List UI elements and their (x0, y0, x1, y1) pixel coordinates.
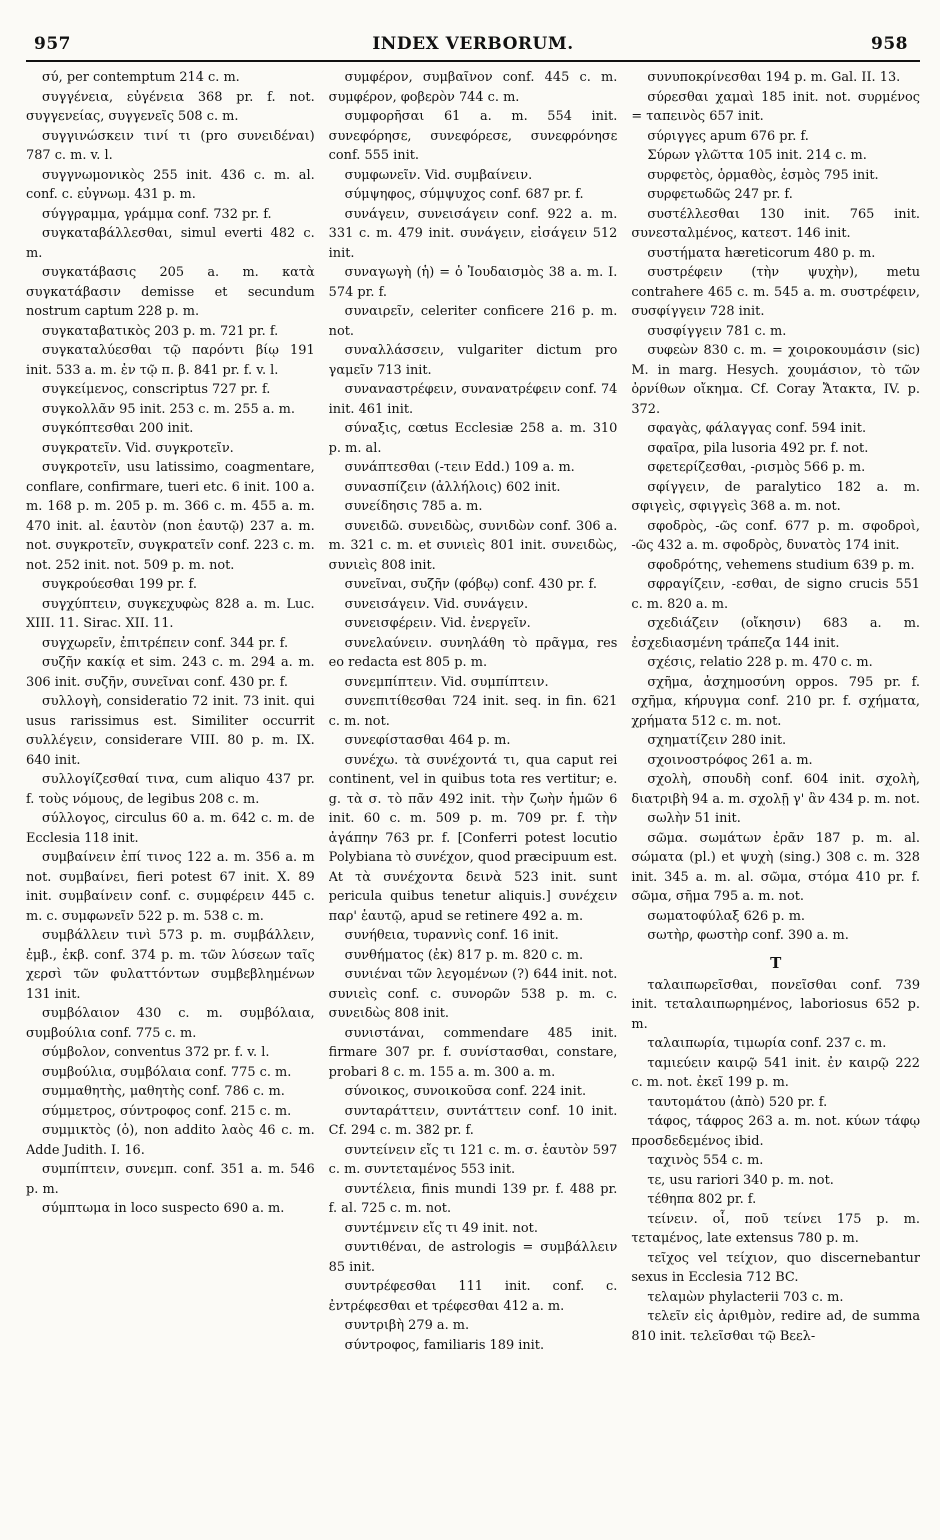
index-entry: συναναστρέφειν, συνανατρέφειν conf. 74 init. 461 init. (328, 382, 618, 417)
section-letter-heading: T (770, 953, 782, 972)
index-entry: συνήθεια, τυραννὶς conf. 16 init. (344, 928, 559, 943)
index-entry: συγγινώσκειν τινί τι (pro συνειδέναι) 787 c. m. v. l. (26, 128, 315, 163)
index-entry: συναιρεῖν, celeriter conficere 216 p. m. not. (328, 304, 618, 339)
index-entry: συσφίγγειν 781 c. m. (647, 323, 787, 339)
index-column-2 (329, 68, 618, 1528)
index-entry: συγκρατεῖν. Vid. συγκροτεῖν. (42, 440, 234, 456)
index-entry: συνιστάναι, commendare 485 init. firmare 307 pr. f. συνίστασθαι, constare, probari 8 c. m. 155 a. m. 300 a. m. (328, 1025, 618, 1080)
index-entry: συμμικτὸς (ὁ), non addito λαὸς 46 c. m. Adde Judith. I. 16. (26, 1123, 315, 1158)
index-entry: σύ, per contemptum 214 c. m. (42, 70, 240, 85)
index-entry: σύγγραμμα, γράμμα conf. 732 pr. f. (42, 206, 272, 222)
index-columns (26, 68, 920, 1528)
index-column-3 (631, 68, 920, 1528)
index-column-1 (26, 68, 315, 1528)
index-entry: σύμμετρος, σύντροφος conf. 215 c. m. (42, 1103, 292, 1119)
index-entry: τέθηπα 802 pr. f. (647, 1192, 757, 1207)
index-entry: ταχινὸς 554 c. m. (647, 1153, 764, 1168)
index-entry: συγκαταβατικὸς 203 p. m. 721 pr. f. (42, 323, 279, 339)
index-entry: συνεισάγειν. Vid. συνάγειν. (344, 596, 529, 612)
index-entry: σῶμα. σωμάτων ἐρᾶν 187 p. m. al. σώματα (pl.) et ψυχὴ (sing.) 308 c. m. 328 init. 345 a. m. al. σῶμα, στόμα 410 pr. f. σῶμα, σῆμα 795 a. m. not. (631, 830, 921, 904)
index-entry: συλλογὴ, consideratio 72 init. 73 init. qui usus rarissimus est. Similiter occurrit συλλέγειν, considerare VIII. 80 p. m. IX. 640 init. (26, 694, 315, 768)
index-entry: σύμψηφος, σύμψυχος conf. 687 pr. f. (344, 187, 584, 202)
index-entry: σύλλογος, circulus 60 a. m. 642 c. m. de Ecclesia 118 init. (26, 811, 315, 846)
index-entry: συνάπτεσθαι (-τειν Edd.) 109 a. m. (344, 460, 575, 475)
index-entry: συγκαταλύεσθαι τῷ παρόντι βίῳ 191 init. 533 a. m. ἐν τῷ π. β. 841 pr. f. v. l. (26, 343, 315, 378)
index-entry: συγκαταβάλλεσθαι, simul everti 482 c. m. (26, 226, 315, 261)
index-entry: συμβόλαιον 430 c. m. συμβόλαια, συμβούλια conf. 775 c. m. (26, 1006, 315, 1041)
index-entry: συμφωνεῖν. Vid. συμβαίνειν. (344, 167, 533, 183)
index-entry: συγκολλᾶν 95 init. 253 c. m. 255 a. m. (42, 401, 295, 417)
index-entry: συνεῖναι, συζῆν (φόβῳ) conf. 430 pr. f. (344, 577, 597, 592)
index-entry: συντρέφεσθαι 111 init. conf. c. ἐντρέφεσθαι et τρέφεσθαι 412 a. m. (328, 1279, 618, 1314)
index-entry: σφαγὰς, φάλαγγας conf. 594 init. (647, 421, 867, 436)
index-entry: συρφετωδῶς 247 pr. f. (647, 187, 793, 202)
index-entry: συγκόπτεσθαι 200 init. (42, 421, 194, 436)
index-entry: συνυποκρίνεσθαι 194 p. m. Gal. II. 13. (647, 70, 901, 85)
page-number-right: 958 (871, 34, 908, 54)
index-entry: σχολὴ, σπουδὴ conf. 604 init. σχολὴ, διατριβὴ 94 a. m. σχολῇ γ' ἂν 434 p. m. not. (631, 772, 921, 807)
index-entry: συγκροτεῖν, usu latissimo, coagmentare, conflare, confirmare, tueri etc. 6 init. 100 a. m. 168 p. m. 205 p. m. 366 c. m. 455 a. m. 470 init. al. ἑαυτὸν (non ἑαυτῷ) 237 a. m. not. συγκροτεῖν, συγκρατεῖν conf. 223 c. m. not. 252 init. not. 509 p. m. not. (26, 460, 315, 573)
index-entry: συνασπίζειν (ἀλλήλοις) 602 init. (344, 479, 561, 495)
index-entry: συναγωγὴ (ἡ) = ὁ Ἰουδαισμὸς 38 a. m. I. 574 pr. f. (328, 265, 618, 300)
index-entry: συμβαίνειν ἐπί τινος 122 a. m. 356 a. m not. συμβαίνει, fieri potest 67 init. X. 89 init. συμβαίνειν conf. c. συμφέρειν 445 c. m. c. συμφωνεῖν 522 p. m. 538 c. m. (26, 850, 315, 924)
index-entry: συντιθέναι, de astrologis = συμβάλλειν 85 init. (328, 1240, 618, 1275)
index-entry: ταλαιπωρία, τιμωρία conf. 237 c. m. (647, 1036, 887, 1051)
index-entry: συνταράττειν, συντάττειν conf. 10 init. Cf. 294 c. m. 382 pr. f. (328, 1103, 618, 1138)
index-entry: συμπίπτειν, συνεμπ. conf. 351 a. m. 546 p. m. (26, 1162, 315, 1197)
index-entry: συμμαθητὴς, μαθητὴς conf. 786 c. m. (42, 1084, 285, 1099)
index-entry: ταυτομάτου (ἀπὸ) 520 pr. f. (647, 1094, 828, 1110)
index-entry: συνέχω. τὰ συνέχοντά τι, qua caput rei continent, vel in quibus tota res vertitur; e. g. τὰ σ. τὸ πᾶν 492 init. τὴν ζωὴν ἡμῶν 6 init. 60 c. m. 509 p. m. 709 pr. f. τὴν ἀγάπην 763 pr. f. [Conferri potest locutio Polybiana τὸ συνέχον, quod præcipuum est. At τὰ συνέχοντα δεινὰ 523 init. sunt pericula quibus tenetur aliquis.] συνέχειν παρ' ἑαυτῷ, apud se retinere 492 a. m. (328, 752, 618, 924)
running-title: INDEX VERBORUM. (372, 34, 574, 54)
index-entry: συγχύπτειν, συγκεχυφὼς 828 a. m. Luc. XIII. 11. Sirac. XII. 11. (26, 596, 315, 631)
index-entry: συνθήματος (ἐκ) 817 p. m. 820 c. m. (344, 947, 584, 963)
index-entry: συνείδησις 785 a. m. (344, 499, 483, 514)
index-entry: συλλογίζεσθαί τινα, cum aliquo 437 pr. f. τοὺς νόμους, de legibus 208 c. m. (26, 772, 315, 807)
index-entry: σωλὴν 51 init. (647, 811, 741, 826)
index-entry: συστήματα hæreticorum 480 p. m. (647, 245, 876, 261)
index-entry: συντριβὴ 279 a. m. (344, 1318, 470, 1333)
index-entry: σύριγγες apum 676 pr. f. (647, 128, 809, 144)
index-entry: συμφέρον, συμβαῖνον conf. 445 c. m. συμφέρον, φοβερὸν 744 c. m. (328, 70, 618, 105)
index-entry: σχῆμα, ἀσχημοσύνη oppos. 795 pr. f. σχῆμα, κήρυγμα conf. 210 pr. f. σχήματα, χρήματα 512 c. m. not. (631, 674, 921, 729)
index-entry: συνάγειν, συνεισάγειν conf. 922 a. m. 331 c. m. 479 init. συνάγειν, εἰσάγειν 512 init. (328, 206, 618, 261)
index-entry: τάφος, τάφρος 263 a. m. not. κύων τάφῳ προσδεδεμένος ibid. (631, 1114, 921, 1149)
index-entry: συζῆν κακίᾳ et sim. 243 c. m. 294 a. m. 306 init. συζῆν, συνεῖναι conf. 430 pr. f. (26, 655, 315, 690)
index-entry: συγκατάβασις 205 a. m. κατὰ συγκατάβασιν demisse et secundum nostrum captum 228 p. m. (26, 265, 315, 319)
index-entry: συντείνειν εἴς τι 121 c. m. σ. ἑαυτὸν 597 c. m. συντεταμένος 553 init. (328, 1142, 618, 1177)
index-entry: σφετερίζεσθαι, -ρισμὸς 566 p. m. (647, 460, 866, 475)
index-entry: τείνειν. οἷ, ποῦ τείνει 175 p. m. τεταμένος, late extensus 780 p. m. (631, 1211, 921, 1246)
index-entry: συνεφίστασθαι 464 p. m. (344, 733, 511, 748)
index-entry: σφοδρὸς, -ῶς conf. 677 p. m. σφοδροὶ, -ῶς 432 a. m. σφοδρὸς, δυνατὸς 174 init. (631, 518, 921, 553)
index-entry: συμβούλια, συμβόλαια conf. 775 c. m. (42, 1064, 292, 1080)
index-entry: σύμπτωμα in loco suspecto 690 a. m. (42, 1201, 285, 1216)
index-entry: συφεὼν 830 c. m. = χοιροκουμάσιν (sic) M. in marg. Hesych. χουμάσιον, τὸ τῶν ὀρνίθων οἴκημα. Cf. Coray Ἄτακτα, IV. p. 372. (631, 343, 921, 417)
index-entry: συστέλλεσθαι 130 init. 765 init. συνεσταλμένος, κατεστ. 146 init. (631, 206, 921, 241)
index-entry: συντέμνειν εἴς τι 49 init. not. (344, 1220, 538, 1236)
index-entry: συναλλάσσειν, vulgariter dictum pro γαμεῖν 713 init. (328, 343, 618, 378)
index-entry: σφίγγειν, de paralytico 182 a. m. σφιγεὶς, σφιγγεὶς 368 a. m. not. (631, 479, 921, 514)
index-entry: συνειδῶ. συνειδὼς, συνιδὼν conf. 306 a. m. 321 c. m. et συνιεὶς 801 init. συνειδὼς, συνιεὶς 808 init. (328, 518, 618, 573)
index-entry: σωτὴρ, φωστὴρ conf. 390 a. m. (647, 928, 849, 943)
index-entry: τε, usu rariori 340 p. m. not. (647, 1172, 834, 1188)
index-entry: συγκείμενος, conscriptus 727 pr. f. (42, 382, 271, 397)
index-entry: σύρεσθαι χαμαὶ 185 init. not. συρμένος = ταπεινὸς 657 init. (631, 89, 921, 124)
index-entry: σχεδιάζειν (οἴκησιν) 683 a. m. ἐσχεδιασμένη τράπεζα 144 init. (631, 616, 921, 651)
page-number-left: 957 (34, 34, 71, 54)
index-entry: σχοινοστρόφος 261 a. m. (647, 752, 813, 768)
index-entry: συμφορῆσαι 61 a. m. 554 init. συνεφόρησε, συνεφόρεσε, συνεφρόνησε conf. 555 init. (328, 109, 618, 163)
index-entry: σφαῖρα, pila lusoria 492 pr. f. not. (647, 440, 869, 456)
index-entry: τελαμὼν phylacterii 703 c. m. (647, 1289, 844, 1305)
index-entry: συγχωρεῖν, ἐπιτρέπειν conf. 344 pr. f. (42, 635, 289, 651)
index-entry: τεῖχος vel τείχιον, quo discernebantur sexus in Ecclesia 712 BC. (631, 1250, 921, 1285)
index-entry: τελεῖν εἰς ἀριθμὸν, redire ad, de summa 810 init. τελεῖσθαι τῷ Βεελ- (631, 1309, 921, 1344)
index-entry: σύνοικος, συνοικοῦσα conf. 224 init. (344, 1084, 587, 1099)
index-entry: συνελαύνειν. συνηλάθη τὸ πρᾶγμα, res eo redacta est 805 p. m. (328, 635, 618, 670)
index-entry: ταλαιπωρεῖσθαι, πονεῖσθαι conf. 739 init. τεταλαιπωρημένος, laboriosus 652 p. m. (631, 977, 921, 1032)
index-entry: σωματοφύλαξ 626 p. m. (647, 908, 806, 924)
index-entry: σύμβολον, conventus 372 pr. f. v. l. (42, 1045, 270, 1060)
index-entry: συρφετὸς, ὁρμαθὸς, ἑσμὸς 795 init. (647, 167, 879, 183)
index-entry: συντέλεια, finis mundi 139 pr. f. 488 pr. f. al. 725 c. m. not. (328, 1181, 618, 1216)
index-entry: σφοδρότης, vehemens studium 639 p. m. (647, 557, 915, 573)
index-entry: συγγένεια, εὐγένεια 368 pr. f. not. συγγενείας, συγγενεῖς 508 c. m. (26, 89, 315, 124)
index-entry: σφραγίζειν, -εσθαι, de signo crucis 551 c. m. 820 a. m. (631, 577, 921, 612)
index-entry: Σύρων γλῶττα 105 init. 214 c. m. (647, 148, 867, 163)
index-entry: συνεμπίπτειν. Vid. συμπίπτειν. (344, 674, 549, 690)
page-header (26, 30, 920, 62)
index-entry: συγκρούεσθαι 199 pr. f. (42, 577, 197, 592)
index-entry: σύναξις, cœtus Ecclesiæ 258 a. m. 310 p. m. al. (328, 421, 618, 456)
index-entry: συνεπιτίθεσθαι 724 init. seq. in fin. 621 c. m. not. (328, 694, 618, 729)
index-entry: συνιέναι τῶν λεγομένων (?) 644 init. not. συνιεὶς conf. c. συνορῶν 538 p. m. c. συνειδὼς 808 init. (328, 967, 618, 1021)
index-entry: σχέσις, relatio 228 p. m. 470 c. m. (647, 655, 873, 670)
index-entry: σχηματίζειν 280 init. (647, 733, 787, 748)
index-entry: συμβάλλειν τινὶ 573 p. m. συμβάλλειν, ἐμβ., ἐκβ. conf. 374 p. m. τῶν λύσεων ταῖς χερσὶ τῶν φυλαττόντων συμβεβλημένων 131 init. (26, 928, 315, 1002)
index-entry: συστρέφειν (τὴν ψυχὴν), metu contrahere 465 c. m. 545 a. m. συστρέφειν, συσφίγγειν 728 init. (631, 265, 921, 319)
index-entry: σύντροφος, familiaris 189 init. (344, 1337, 545, 1353)
index-entry: συνεισφέρειν. Vid. ἐνεργεῖν. (344, 616, 531, 631)
index-entry: συγγνωμονικὸς 255 init. 436 c. m. al. conf. c. εὐγνωμ. 431 p. m. (26, 167, 315, 202)
index-entry: ταμιεύειν καιρῷ 541 init. ἐν καιρῷ 222 c. m. not. ἐκεῖ 199 p. m. (631, 1055, 921, 1090)
